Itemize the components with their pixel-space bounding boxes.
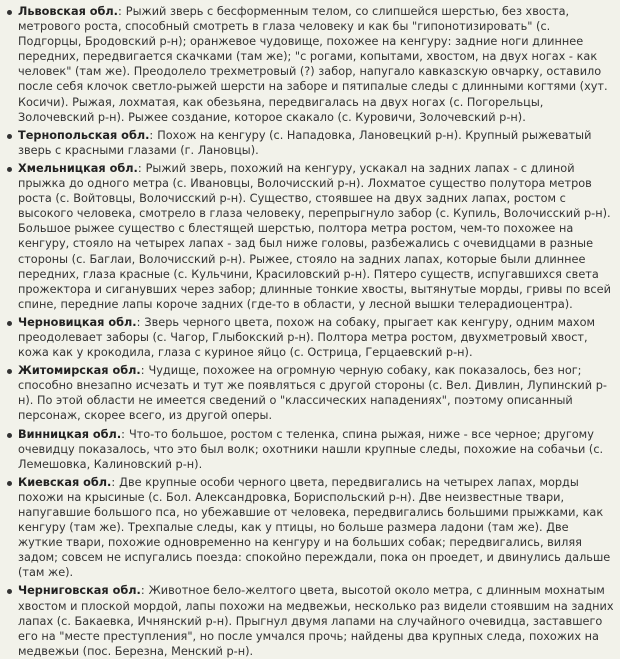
- region-name: Черниговская обл.: [18, 584, 141, 598]
- list-item: Житомирская обл.: Чудище, похожее на огромную черную собаку, как показалось, без ног; способно внезапно исчезать и тут же появляться с другой стороны (с. Вел. Дивлин, Лупинский р-н). По этой области не имеется сведений о "классических нападениях", поэтому описанный персонаж, скорее всего, из другой оперы.: [7, 363, 614, 423]
- region-name: Тернопольская обл.: [18, 128, 150, 142]
- region-name: Житомирская обл.: [18, 364, 141, 378]
- bullet-icon: [7, 369, 12, 374]
- bullet-icon: [7, 589, 12, 594]
- bullet-icon: [7, 481, 12, 486]
- region-name: Черновицкая обл.: [18, 315, 137, 329]
- list-item: Хмельницкая обл.: Рыжий зверь, похожий на кенгуру, ускакал на задних лапах - с длиной прыжка до одного метра (с. Ивановцы, Волочисский р-н). Лохматое существо полутора метров роста (с. Войтовцы, Волочисский р-н). Существо, стоявшее на двух задних лапах, ростом с высокого человека, смотрело в глаза человеку, перепрыгнуло забор (с. Купиль, Волочисский р-н). Большое рыжее существо с блестящей шерстью, полтора метра ростом, чем-то похожее на кенгуру, стояло на четырех лапах - зад был ниже головы, разбежались с очевидцами в разные стороны (с. Баглаи, Волочисский р-н). Рыжее, стояло на задних лапах, которые были длиннее передних, глаза красные (с. Кульчини, Красиловский р-н). Пятеро существ, испугавшихся света прожектора и сиганувших через забор; длинные тонкие хвосты, вытянутые морды, гривы по всей спине, передние лапы короче задних (где-то в области, у лесной вышки телерадиоцентра).: [7, 161, 614, 312]
- region-description: Две крупные особи черного цвета, передвигались на четырех лапах, морды похожи на крысиные (с. Бол. Александровка, Бориспольский р-н). Две неизвестные твари, напугавшие большого пса, но убежавшие от человека, передвигались большими прыжками, как кенгуру (там же). Трехпалые следы, как у птицы, но больше размера ладони (там же). Две жуткие твари, похожие одновременно на кенгуру и на больших собак; передвигались, виляя задом; совсем не испугались поезда: спокойно переждали, пока он проедет, и двинулись дальше (там же).: [18, 475, 611, 580]
- list-item: Винницкая обл.: Что-то большое, ростом с теленка, спина рыжая, ниже - все черное; другому очевидцу показалось, что это был волк; охотники нашли крупные следы, похожие на собачьи (с. Лемешовка, Калиновский р-н).: [7, 427, 614, 472]
- list-item: Черниговская обл.: Животное бело-желтого цвета, высотой около метра, с длинным мохнатым хвостом и плоской мордой, лапы похожи на медвежьи, несколько раз видели стоявшим на задних лапах (с. Бакаевка, Ичнянский р-н). Прыгнул двумя лапами на случайного очевидца, заставшего его на "месте преступления", но после умчался прочь; найдены два крупных следа, похожих на медвежьи (пос. Березна, Менский р-н).: [7, 583, 614, 658]
- bullet-icon: [7, 167, 12, 172]
- list-item: Львовская обл.: Рыжий зверь с бесформенным телом, со слипшейся шерстью, без хвоста, метрового роста, способный смотреть в глаза человеку и как бы "гипонотизировать" (с. Подгорцы, Бродовский р-н); оранжевое чудовище, похожее на кенгуру: задние ноги длиннее передних, передвигается скачками (там же); "с рогами, копытами, хвостом, на двух ногах - как человек" (там же). Преодолело трехметровый (?) забор, напугало кавказскую овчарку, оставило после себя клочок светло-рыжей шерсти на заборе и пятипалые следы с длинными когтями (хут. Косичи). Рыжая, лохматая, как обезьяна, передвигалась на двух ногах (с. Погорельцы, Золочевский р-н). Рыжее создание, которое скакало (с. Куровичи, Золочевский р-н).: [7, 4, 614, 125]
- region-description: Зверь черного цвета, похож на собаку, прыгает как кенгуру, одним махом преодолевает заборы (с. Чагор, Глыбокский р-н). Полтора метра ростом, двухметровый хвост, кожа как у крокодила, глаза с куриное яйцо (с. Острица, Герцаевский р-н).: [18, 315, 596, 360]
- region-description: Животное бело-желтого цвета, высотой около метра, с длинным мохнатым хвостом и плоской мордой, лапы похожи на медвежьи, несколько раз видели стоявшим на задних лапах (с. Бакаевка, Ичнянский р-н). Прыгнул двумя лапами на случайного очевидца, заставшего его на "месте преступления", но после умчался прочь; найдены два крупных следа, похожих на медвежьи (пос. Березна, Менский р-н).: [18, 584, 614, 658]
- list-item: Киевская обл.: Две крупные особи черного цвета, передвигались на четырех лапах, морды похожи на крысиные (с. Бол. Александровка, Бориспольский р-н). Две неизвестные твари, напугавшие большого пса, но убежавшие от человека, передвигались большими прыжками, как кенгуру (там же). Трехпалые следы, как у птицы, но больше размера ладони (там же). Две жуткие твари, похожие одновременно на кенгуру и на больших собак; передвигались, виляя задом; совсем не испугались поезда: спокойно переждали, пока он проедет, и двинулись дальше (там же).: [7, 475, 614, 581]
- region-description: Чудище, похожее на огромную черную собаку, как показалось, без ног; способно внезапно исчезать и тут же появляться с другой стороны (с. Вел. Дивлин, Лупинский р-н). По этой области не имеется сведений о "классических нападениях", поэтому описанный персонаж, скорее всего, из другой оперы.: [18, 364, 607, 423]
- region-description: Рыжий зверь с бесформенным телом, со слипшейся шерстью, без хвоста, метрового роста, способный смотреть в глаза человеку и как бы "гипонотизировать" (с. Подгорцы, Бродовский р-н); оранжевое чудовище, похожее на кенгуру: задние ноги длиннее передних, передвигается скачками (там же); "с рогами, копытами, хвостом, на двух ногах - как человек" (там же). Преодолело трехметровый (?) забор, напугало кавказскую овчарку, оставило после себя клочок светло-рыжей шерсти на заборе и пятипалые следы с длинными когтями (хут. Косичи). Рыжая, лохматая, как обезьяна, передвигалась на двух ногах (с. Погорельцы, Золочевский р-н). Рыжее создание, которое скакало (с. Куровичи, Золочевский р-н).: [18, 5, 608, 124]
- region-name: Винницкая обл.: [18, 427, 122, 441]
- bullet-icon: [7, 321, 12, 326]
- bullet-icon: [7, 134, 12, 139]
- region-name: Львовская обл.: [18, 5, 118, 18]
- region-description: Похож на кенгуру (с. Нападовка, Лановецкий р-н). Крупный рыжеватый зверь с красными глазами (г. Ланoвцы).: [18, 128, 592, 157]
- region-description: Рыжий зверь, похожий на кенгуру, ускакал на задних лапах - с длиной прыжка до одного метра (с. Ивановцы, Волочисский р-н). Лохматое существо полутора метров роста (с. Войтовцы, Волочисский р-н). Существо, стоявшее на двух задних лапах, ростом с высокого человека, смотрело в глаза человеку, перепрыгнуло забор (с. Купиль, Волочисский р-н). Большое рыжее существо с блестящей шерстью, полтора метра ростом, чем-то похожее на кенгуру, стояло на четырех лапах - зад был ниже головы, разбежались с очевидцами в разные стороны (с. Баглаи, Волочисский р-н). Рыжее, стояло на задних лапах, которые были длиннее передних, глаза красные (с. Кульчини, Красиловский р-н). Пятеро существ, испугавшихся света прожектора и сиганувших через забор; длинные тонкие хвосты, вытянутые морды, гривы по всей спине, передние лапы короче задних (где-то в области, у лесной вышки телерадиоцентра).: [18, 161, 611, 311]
- region-name: Хмельницкая обл.: [18, 161, 138, 175]
- region-list: [7, 4, 614, 659]
- region-name: Киевская обл.: [18, 475, 112, 489]
- bullet-icon: [7, 10, 12, 15]
- list-item: Черновицкая обл.: Зверь черного цвета, похож на собаку, прыгает как кенгуру, одним махом преодолевает заборы (с. Чагор, Глыбокский р-н). Полтора метра ростом, двухметровый хвост, кожа как у крокодила, глаза с куриное яйцо (с. Острица, Герцаевский р-н).: [7, 315, 614, 360]
- region-description: Что-то большое, ростом с теленка, спина рыжая, ниже - все черное; другому очевидцу показалось, что это был волк; охотники нашли крупные следы, похожие на собачьи (с. Лемешовка, Калиновский р-н).: [18, 427, 604, 471]
- list-item: Тернопольская обл.: Похож на кенгуру (с. Нападовка, Лановецкий р-н). Крупный рыжеватый зверь с красными глазами (г. Ланoвцы).: [7, 128, 614, 158]
- bullet-icon: [7, 433, 12, 438]
